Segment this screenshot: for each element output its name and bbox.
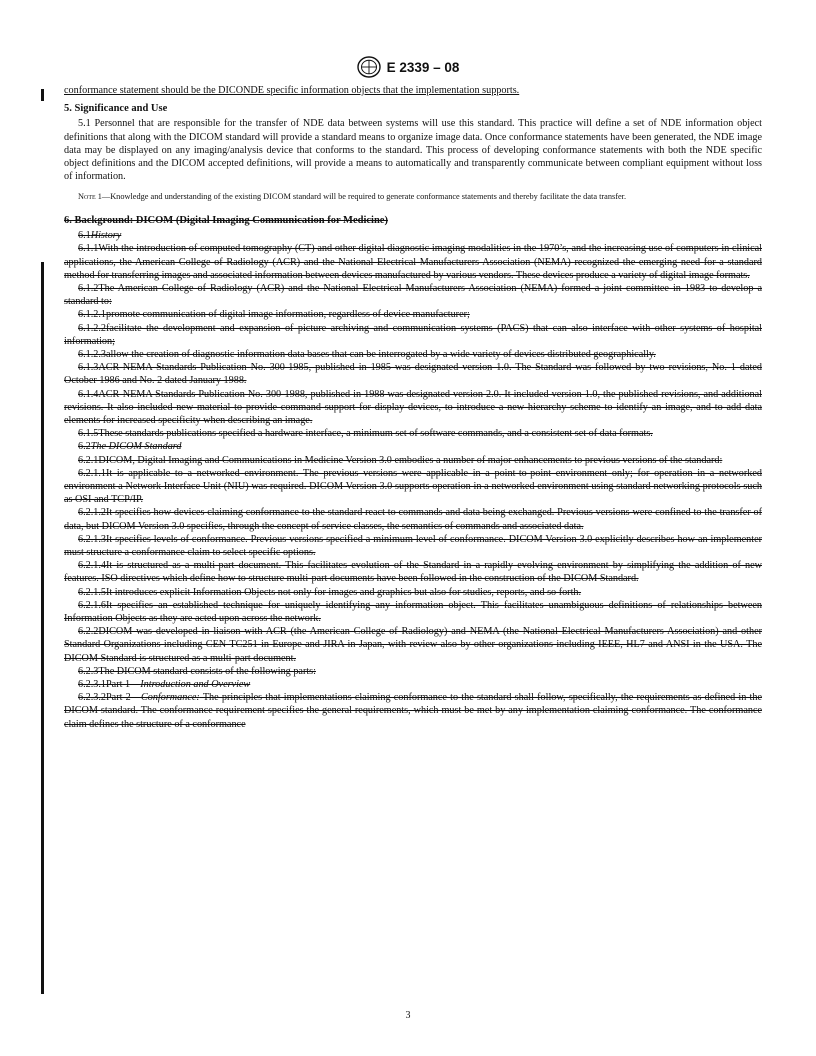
subsection-heading [64, 229, 762, 242]
change-bar [41, 89, 44, 101]
paragraph: 6.1.2.1promote communication of digital image information, regardless of device manufacturer; [78, 309, 470, 321]
paragraph: 6.1.1With the introduction of computed tomography (CT) and other digital diagnostic imaging modalities in the 1970’s, and the increasing use of computers in clinical applications, the American College of Radiology (ACR) and the National Electrical Manufacturers Association (NEMA) recognized the emerging need for a standard method for transferring images and associated information between devices manufactured by various vendors. These devices produce a variety of digital image formats. [64, 243, 762, 281]
list-item [64, 691, 762, 731]
paragraph: 6.2.1.6It specifies an established technique for uniquely identifying any information object. This facilitates unambiguous definitions of relationships between Information Objects as they are acted upon across the network. [64, 599, 762, 625]
list-item [64, 678, 762, 691]
page-number: 3 [405, 1010, 411, 1021]
paragraph: 6.2.1.1It is applicable to a networked environment. The previous versions were applicable in a point-to-point environment only; for operation in a networked environment a Network Interface Unit (NIU) was required. DICOM Version 3.0 supports operation in a networked environment using standard networking protocols such as OSI and TCP/IP. [64, 467, 762, 506]
part-number: 6.2.3.2Part 2— [78, 692, 141, 704]
part-text: The principles that implementations claiming conformance to the standard shall follow, specifically, the requirements as defined in the DICOM standard. The conformance requirement specifies the general requirements, which must be met by any implementation claiming conformance. The conformance claim defines the structure of a conformance [64, 692, 762, 730]
astm-logo-icon [357, 56, 381, 78]
carry-over-text: conformance statement should be the DICONDE specific information objects that the implementation supports. [64, 85, 520, 96]
subsection-title: The DICOM Standard [90, 441, 182, 453]
paragraph: 6.2.2DICOM was developed in liaison with ACR (the American College of Radiology) and NEMA (the National Electrical Manufacturers Association) and other Standard Organizations including CEN TC251 in Europe and JIRA in Japan, with review also by other organizations including IEEE, HL7 and ANSI in the USA. The DICOM Standard is structured as a multi-part document. [64, 626, 762, 664]
subsection-title: History [90, 230, 122, 242]
standard-designation: E 2339 – 08 [386, 59, 460, 75]
deleted-section [64, 229, 762, 731]
part-title: Introduction and Overview [140, 679, 251, 691]
document-body [64, 84, 762, 731]
paragraph: 6.1.4ACR-NEMA Standards Publication No. 300-1988, published in 1988 was designated version 2.0. It included version 1.0, the published revisions, and additional revisions. It also included new material to provide command support for display devices, to introduce a new hierarchy scheme to identify an image, and to add data elements for increased specificity when describing an image. [64, 388, 762, 426]
paragraph: 6.1.2The American College of Radiology (ACR) and the National Electrical Manufacturers Association (NEMA) formed a joint committee in 1983 to develop a standard to: [64, 282, 762, 308]
paragraph: 6.1.3ACR-NEMA Standards Publication No. 300-1985, published in 1985 was designated version 1.0. The Standard was followed by two revisions, No. 1 dated October 1986 and No. 2 dated January 1988. [64, 362, 762, 387]
paragraph: 6.2.1.5It introduces explicit Information Objects not only for images and graphics but also for studies, reports, and so forth. [78, 586, 582, 598]
subsection-number: 6.1 [78, 230, 91, 242]
paragraph: 6.1.2.2facilitate the development and expansion of picture archiving and communication systems (PACS) that can also interface with other systems of hospital information; [64, 322, 762, 347]
paragraph: 6.1.2.3allow the creation of diagnostic information data bases that can be interrogated by a wide variety of devices distributed geographically. [78, 348, 656, 360]
paragraph: 6.2.1.4It is structured as a multi-part document. This facilitates evolution of the Standard in a rapidly evolving environment by simplifying the addition of new features. ISO directives which define how to structure multi-part documents have been followed in the construction of the DICOM Standard. [64, 560, 762, 585]
note-text: —Knowledge and understanding of the existing DICOM standard will be required to generate conformance statements and thereby facilitate the data transfer. [101, 192, 627, 202]
note [64, 192, 762, 203]
subsection-number: 6.2 [78, 441, 91, 453]
paragraph: 6.2.1DICOM, Digital Imaging and Communications in Medicine Version 3.0 embodies a number of major enhancements to previous versions of the standard: [78, 454, 723, 466]
paragraph: 6.2.3The DICOM standard consists of the following parts: [78, 665, 316, 677]
note-label: Note 1 [78, 192, 102, 202]
part-number: 6.2.3.1Part 1— [78, 679, 141, 691]
part-title: Conformance: [140, 692, 200, 704]
subsection-heading [64, 440, 762, 453]
section-heading: 5. Significance and Use [64, 103, 168, 115]
paragraph: 6.2.1.2It specifies how devices claiming conformance to the standard react to commands and data being exchanged. Previous versions were confined to the transfer of data, but DICOM Version 3.0 specifies, through the concept of service classes, the semantics of commands and associated data. [64, 507, 762, 532]
page-header [0, 56, 816, 83]
section-heading: 6. Background: DICOM (Digital Imaging Communication for Medicine) [64, 214, 388, 226]
paragraph: 5.1 Personnel that are responsible for the transfer of NDE data between systems will use this standard. This practice will define a set of NDE information object definitions that along with the DICOM standard will provide a standard means to organize image data. Once conformance statements have been generated, the NDE image data may be displayed on any imaging/analysis device that conforms to the standard. This process of developing conformance statements with both the NDE specific object definitions and the DICOM accepted definitions, will provide a means to automatically and transparently communicate between compliant equipment without loss of information. [64, 118, 762, 183]
paragraph: 6.2.1.3It specifies levels of conformance. Previous versions specified a minimum level of conformance. DICOM Version 3.0 explicitly describes how an implementer must structure a conformance claim to select specific options. [64, 533, 762, 558]
change-bar [41, 262, 44, 994]
paragraph: 6.1.5These standards publications specified a hardware interface, a minimum set of software commands, and a consistent set of data formats. [78, 428, 653, 440]
